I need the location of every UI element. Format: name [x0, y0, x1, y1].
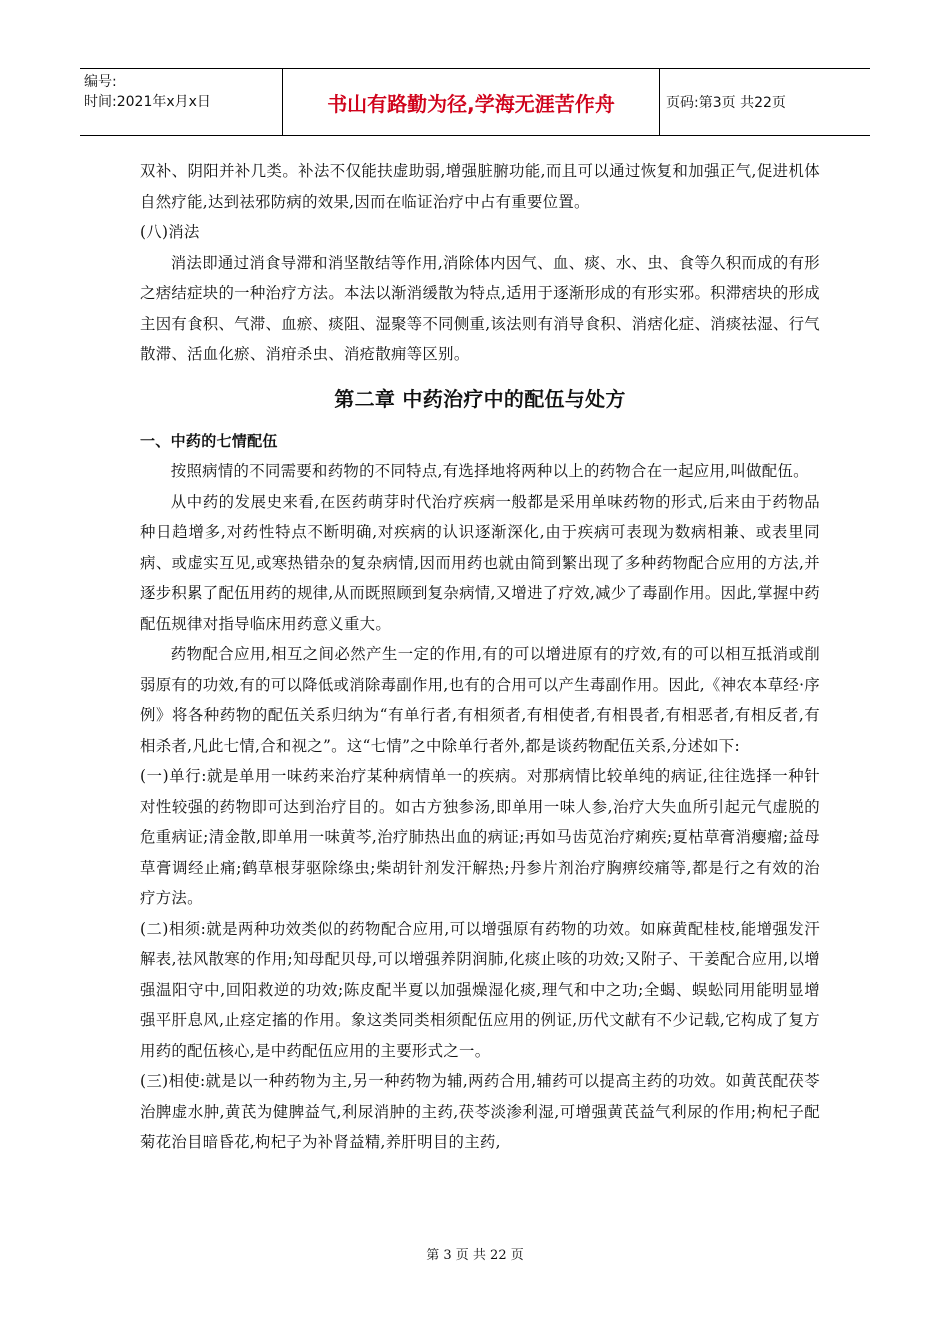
chapter-title: 第二章 中药治疗中的配伍与处方: [334, 386, 626, 411]
page-footer: 第 3 页 共 22 页: [426, 1248, 524, 1263]
section-title: 一、中药的七情配伍: [140, 431, 278, 450]
paragraph-xiangshi: (三)相使:就是以一种药物为主,另一种药物为辅,两药合用,辅药可以提高主药的功效。如黄芪配茯苓治脾虚水肿,黄芪为健脾益气,利尿消肿的主药,茯苓淡渗利湿,可增强黄芪益气利尿的作用;枸杞子配菊花治目暗昏花,枸杞子为补肾益精,养肝明目的主药,: [140, 1072, 820, 1151]
paragraph-qiqing: 药物配合应用,相互之间必然产生一定的作用,有的可以增进原有的疗效,有的可以相互抵消或削弱原有的功效,有的可以降低或消除毒副作用,也有的合用可以产生毒副作用。因此,《神农本草经·序例》将各种药物的配伍关系归纳为“有单行者,有相须者,有相使者,有相畏者,有相恶者,有相反者,有相杀者,凡此七情,合和视之”。这“七情”之中除单行者外,都是谈药物配伍关系,分述如下:: [140, 645, 820, 755]
doc-time-label: 时间:2021年x月x日: [84, 94, 211, 110]
doc-number-label: 编号:: [84, 74, 117, 90]
header-motto: 书山有路勤为径,学海无涯苦作舟: [282, 69, 660, 135]
document-body: [140, 156, 820, 1158]
paragraph-xiangxu: (二)相须:就是两种功效类似的药物配合应用,可以增强原有药物的功效。如麻黄配桂枝,能增强发汗解表,祛风散寒的作用;知母配贝母,可以增强养阴润肺,化痰止咳的功效;又附子、干姜配合应用,以增强温阳守中,回阳救逆的功效;陈皮配半夏以加强燥湿化痰,理气和中之功;全蝎、蜈蚣同用能明显增强平肝息风,止痉定搐的作用。象这类同类相须配伍应用的例证,历代文献有不少记载,它构成了复方用药的配伍核心,是中药配伍应用的主要形式之一。: [140, 919, 820, 1060]
paragraph-danxing: (一)单行:就是单用一味药来治疗某种病情单一的疾病。对那病情比较单纯的病证,往往选择一种针对性较强的药物即可达到治疗目的。如古方独参汤,即单用一味人参,治疗大失血所引起元气虚脱的危重病证;清金散,即单用一味黄芩,治疗肺热出血的病证;再如马齿苋治疗痢疾;夏枯草膏消瘿瘤;益母草膏调经止痛;鹤草根芽驱除绦虫;柴胡针剂发汗解热;丹参片剂治疗胸痹绞痛等,都是行之有效的治疗方法。: [140, 767, 820, 907]
paragraph-continued: 双补、阴阳并补几类。补法不仅能扶虚助弱,增强脏腑功能,而且可以通过恢复和加强正气,促进机体自然疗能,达到祛邪防病的效果,因而在临证治疗中占有重要位置。: [140, 162, 820, 211]
header-page-label: 页码:第3页 共22页: [666, 95, 786, 111]
header-table: [80, 68, 870, 136]
paragraph-xiaofa: 消法即通过消食导滞和消坚散结等作用,消除体内因气、血、痰、水、虫、食等久积而成的有形之痞结症块的一种治疗方法。本法以渐消缓散为特点,适用于逐渐形成的有形实邪。积滞痞块的形成主因有食积、气滞、血瘀、痰阻、湿聚等不同侧重,该法则有消导食积、消痞化症、消痰祛湿、行气散滞、活血化瘀、消疳杀虫、消疮散痈等区别。: [140, 253, 820, 363]
paragraph-peiwu-definition: 按照病情的不同需要和药物的不同特点,有选择地将两种以上的药物合在一起应用,叫做配伍。: [170, 462, 809, 480]
paragraph-history: 从中药的发展史来看,在医药萌芽时代治疗疾病一般都是采用单味药物的形式,后来由于药物品种日趋增多,对药性特点不断明确,对疾病的认识逐渐深化,由于疾病可表现为数病相兼、或表里同病、或虚实互见,或寒热错杂的复杂病情,因而用药也就由简到繁出现了多种药物配合应用的方法,并逐步积累了配伍用药的规律,从而既照顾到复杂病情,又增进了疗效,减少了毒副作用。因此,掌握中药配伍规律对指导临床用药意义重大。: [140, 492, 820, 633]
header-left-cell: [80, 69, 282, 135]
subheading-xiaofa: (八)消法: [140, 223, 200, 241]
